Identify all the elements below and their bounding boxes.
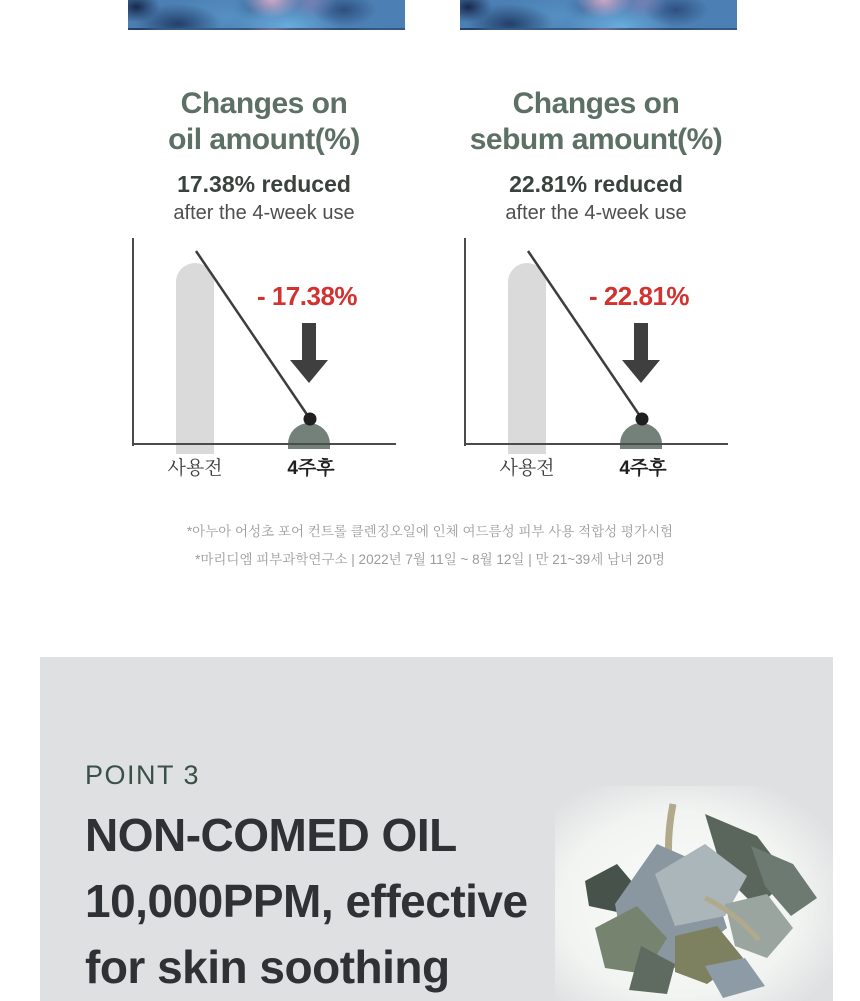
down-arrow-icon [290,323,328,383]
point-headline-line2: 10,000PPM, effective [85,875,528,927]
sebum-chart-column [464,86,728,488]
after-dome [620,423,662,449]
footnote-line-2: *마리디엠 피부과학연구소 | 2022년 7월 11일 ~ 8월 12일 | 만 21~39세 남녀 20명 [195,552,665,567]
oil-skin-sample-photo [128,0,405,30]
sample-photos-row [0,0,860,30]
oil-chart-title-line1: Changes on [180,87,348,120]
oil-chart-graph [132,238,396,488]
sebum-chart-title-line2: sebum amount(%) [469,123,723,156]
point-3-section [40,657,833,1001]
oil-delta-label: - 17.38% [256,281,358,311]
trend-endpoint-dot [304,413,317,426]
oil-xlabel-after: 4주후 [287,458,335,479]
sebum-xlabel-before: 사용전 [499,458,555,479]
oil-chart-plot [132,238,396,488]
oil-chart-subtitle: after the 4-week use [173,202,355,224]
oil-chart-title [168,86,360,158]
sebum-chart-subtitle: after the 4-week use [505,202,687,224]
point-headline-line3: for skin soothing [85,941,450,993]
sebum-xlabel-after: 4주후 [619,458,667,479]
sebum-chart-plot [464,238,728,488]
sebum-chart-highlight: 22.81% reduced [509,171,683,197]
before-bar [508,263,546,454]
oil-chart-column [132,86,396,488]
charts-row [0,86,860,488]
point-headline-line1: NON-COMED OIL [85,809,457,861]
point-headline [85,802,528,1000]
sebum-chart-title-line1: Changes on [512,87,680,120]
after-dome [288,423,330,449]
before-bar [176,263,214,454]
sebum-chart-graph [464,238,728,488]
sebum-chart-title [470,86,723,158]
study-footnotes [0,518,860,574]
trend-endpoint-dot [636,413,649,426]
oil-chart-highlight: 17.38% reduced [177,171,351,197]
oil-xlabel-before: 사용전 [167,458,223,479]
down-arrow-icon [622,323,660,383]
sebum-delta-label: - 22.81% [588,281,690,311]
dried-herb-photo [555,786,833,1001]
point-label: POINT 3 [85,760,201,790]
dried-herb-illustration [555,786,833,1001]
oil-chart-title-line2: oil amount(%) [168,123,360,156]
footnote-line-1: *아누아 어성초 포어 컨트롤 클렌징오일에 인체 여드름성 피부 사용 적합성 평가시험 [186,524,674,539]
sebum-skin-sample-photo [460,0,737,30]
